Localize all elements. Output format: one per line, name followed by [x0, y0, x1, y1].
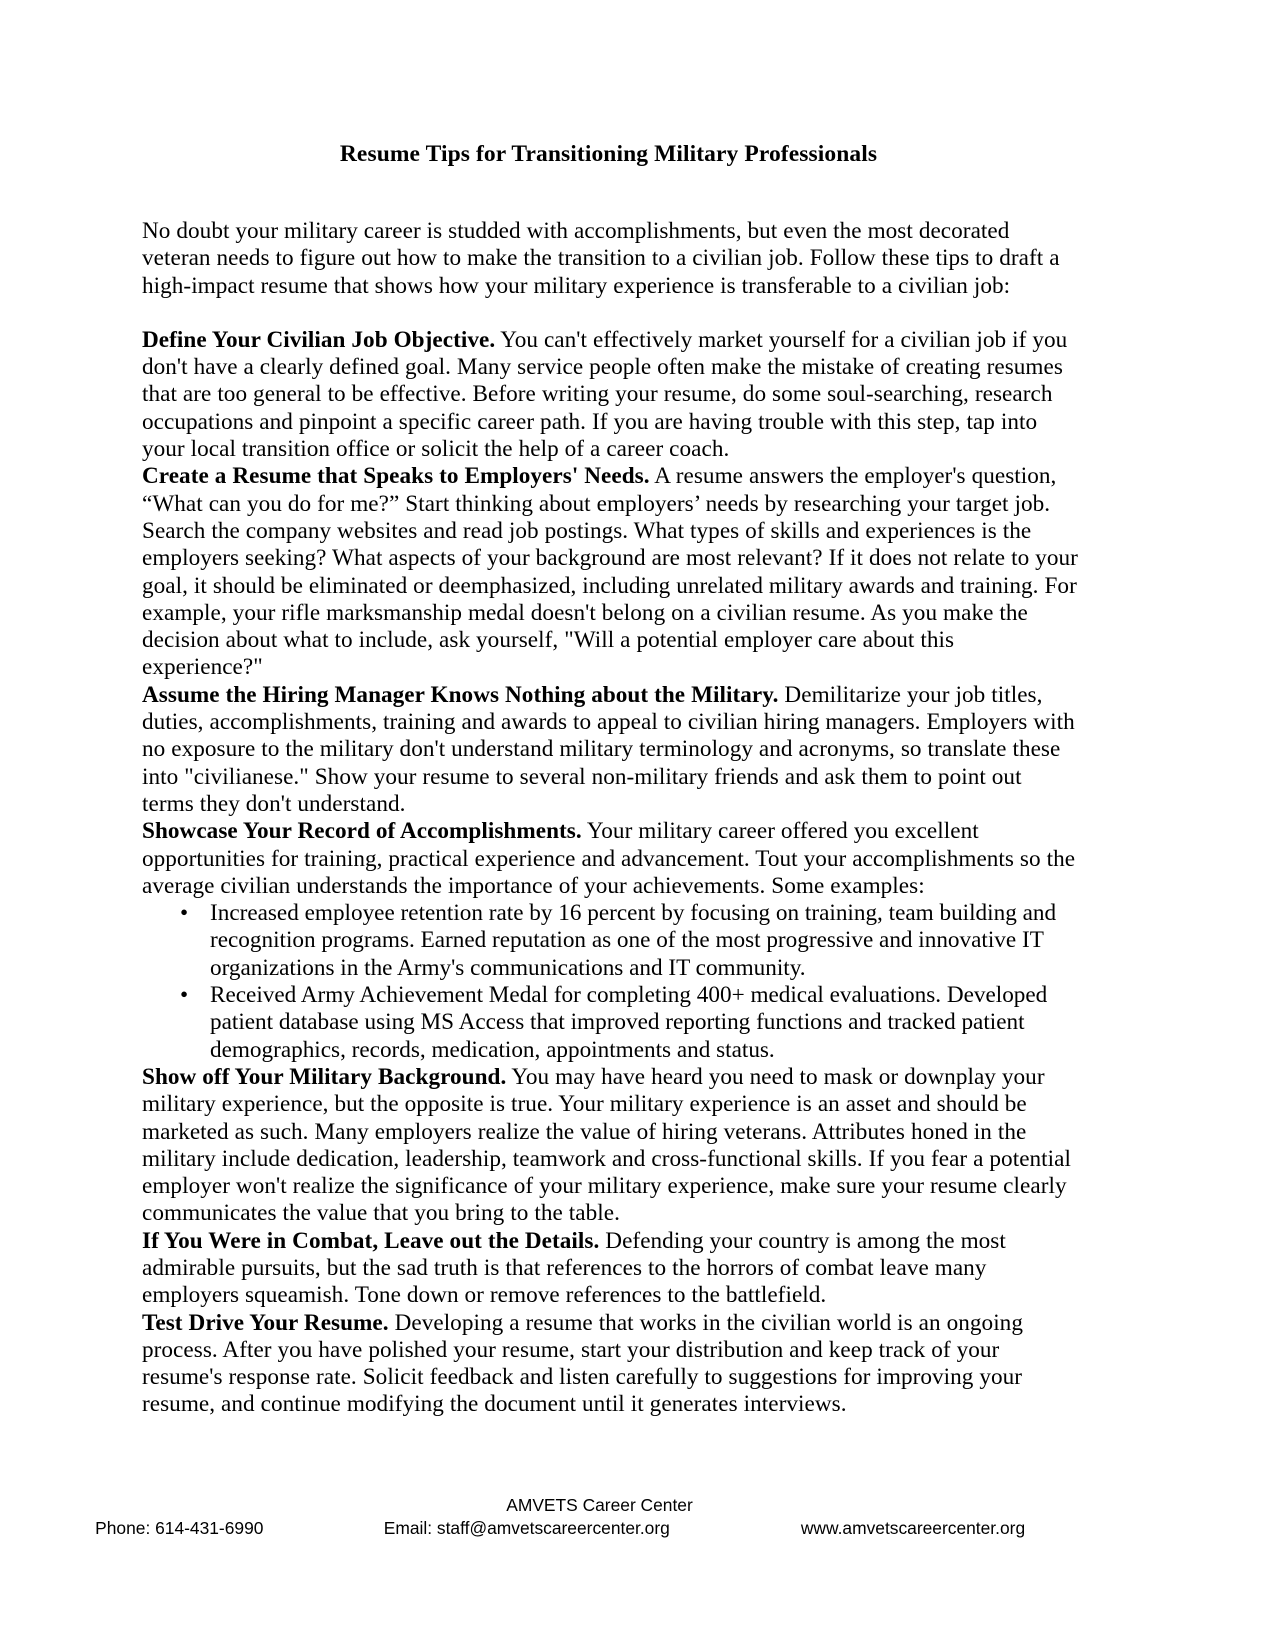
footer-contact-row	[95, 1517, 1075, 1539]
section-heading: Define Your Civilian Job Objective.	[142, 326, 496, 353]
section-heading: Show off Your Military Background.	[142, 1063, 507, 1090]
section-hiring-manager	[142, 682, 1078, 818]
document-body	[142, 218, 1078, 1419]
page-footer	[95, 1494, 1075, 1539]
footer-phone: Phone: 614-431-6990	[95, 1518, 264, 1538]
section-employers-needs	[142, 463, 1078, 681]
section-body: Defending your country is among the most admirable pursuits, but the sad truth is that references to the horrors of combat leave many employers squeamish. Tone down or remove references to the battlefield.	[142, 1227, 1006, 1309]
list-item-text: Increased employee retention rate by 16 percent by focusing on training, team building and recognition programs. Earned reputation as one of the most progressive and innovative IT organizations in the Army's communications and IT community.	[210, 900, 1057, 981]
page-title: Resume Tips for Transitioning Military Professionals	[339, 141, 878, 167]
list-item	[142, 900, 1078, 982]
section-test-drive-resume	[142, 1310, 1078, 1419]
section-body: You may have heard you need to mask or downplay your military experience, but the opposite is true. Your military experience is an asset and should be marketed as such. Many employers realize the value of hiring veterans. Attributes honed in the military include dedication, leadership, teamwork and cross-functional skills. If you fear a potential employer won't realize the significance of your military experience, make sure your resume clearly communicates the value that you bring to the table.	[142, 1063, 1071, 1227]
list-item-text: Received Army Achievement Medal for completing 400+ medical evaluations. Developed patient database using MS Access that improved reporting functions and tracked patient demographics, records, medication, appointments and status.	[210, 982, 1048, 1063]
section-define-objective	[142, 327, 1078, 463]
section-body: Demilitarize your job titles, duties, accomplishments, training and awards to appeal to civilian hiring managers. Employers with no exposure to the military don't understand military terminology and acronyms, so translate these into "civilianese." Show your resume to several non-military friends and ask them to point out terms they don't understand.	[142, 681, 1075, 817]
section-body: Your military career offered you excellent opportunities for training, practical experience and advancement. Tout your accomplishments so the average civilian understands the importance of your achievements. Some examples:	[142, 818, 1076, 899]
section-combat-details	[142, 1228, 1078, 1310]
section-heading: If You Were in Combat, Leave out the Details.	[142, 1227, 600, 1254]
section-body: A resume answers the employer's question, “What can you do for me?” Start thinking about employers’ needs by researching your target job. Search the company websites and read job postings. What types of skills and experiences is the employers seeking? What aspects of your background are most relevant? If it does not relate to your goal, it should be eliminated or deemphasized, including unrelated military awards and training. For example, your rifle marksmanship medal doesn't belong on a civilian resume. As you make the decision about what to include, ask yourself, "Will a potential employer care about this experience?"	[142, 463, 1078, 681]
section-show-off-background	[142, 1064, 1078, 1228]
section-showcase-accomplishments	[142, 818, 1078, 900]
section-body: Developing a resume that works in the civilian world is an ongoing process. After you have polished your resume, start your distribution and keep track of your resume's response rate. Solicit feedback and listen carefully to suggestions for improving your resume, and continue modifying the document until it generates interviews.	[142, 1309, 1023, 1418]
section-heading: Showcase Your Record of Accomplishments.	[142, 818, 582, 845]
footer-website[interactable]: www.amvetscareercenter.org	[800, 1518, 1026, 1538]
section-heading: Test Drive Your Resume.	[142, 1309, 389, 1336]
footer-organization: AMVETS Career Center	[506, 1495, 693, 1515]
section-heading: Create a Resume that Speaks to Employers' Needs.	[142, 463, 650, 490]
intro-paragraph: No doubt your military career is studded with accomplishments, but even the most decorated veteran needs to figure out how to make the transition to a civilian job. Follow these tips to draft a high-impact resume that shows how your military experience is transferable to a civilian job:	[142, 218, 1060, 299]
section-body: You can't effectively market yourself for a civilian job if you don't have a clearly defined goal. Many service people often make the mistake of creating resumes that are too general to be effective. Before writing your resume, do some soul-searching, research occupations and pinpoint a specific career path. If you are having trouble with this step, tap into your local transition office or solicit the help of a career coach.	[142, 326, 1068, 463]
bullet-point-icon: •	[180, 982, 189, 1009]
section-heading: Assume the Hiring Manager Knows Nothing about the Military.	[142, 681, 779, 708]
bullet-point-icon: •	[180, 900, 189, 927]
list-item	[142, 982, 1078, 1064]
accomplishment-examples-list	[142, 900, 1078, 1064]
footer-email[interactable]: Email: staff@amvetscareercenter.org	[383, 1518, 670, 1538]
